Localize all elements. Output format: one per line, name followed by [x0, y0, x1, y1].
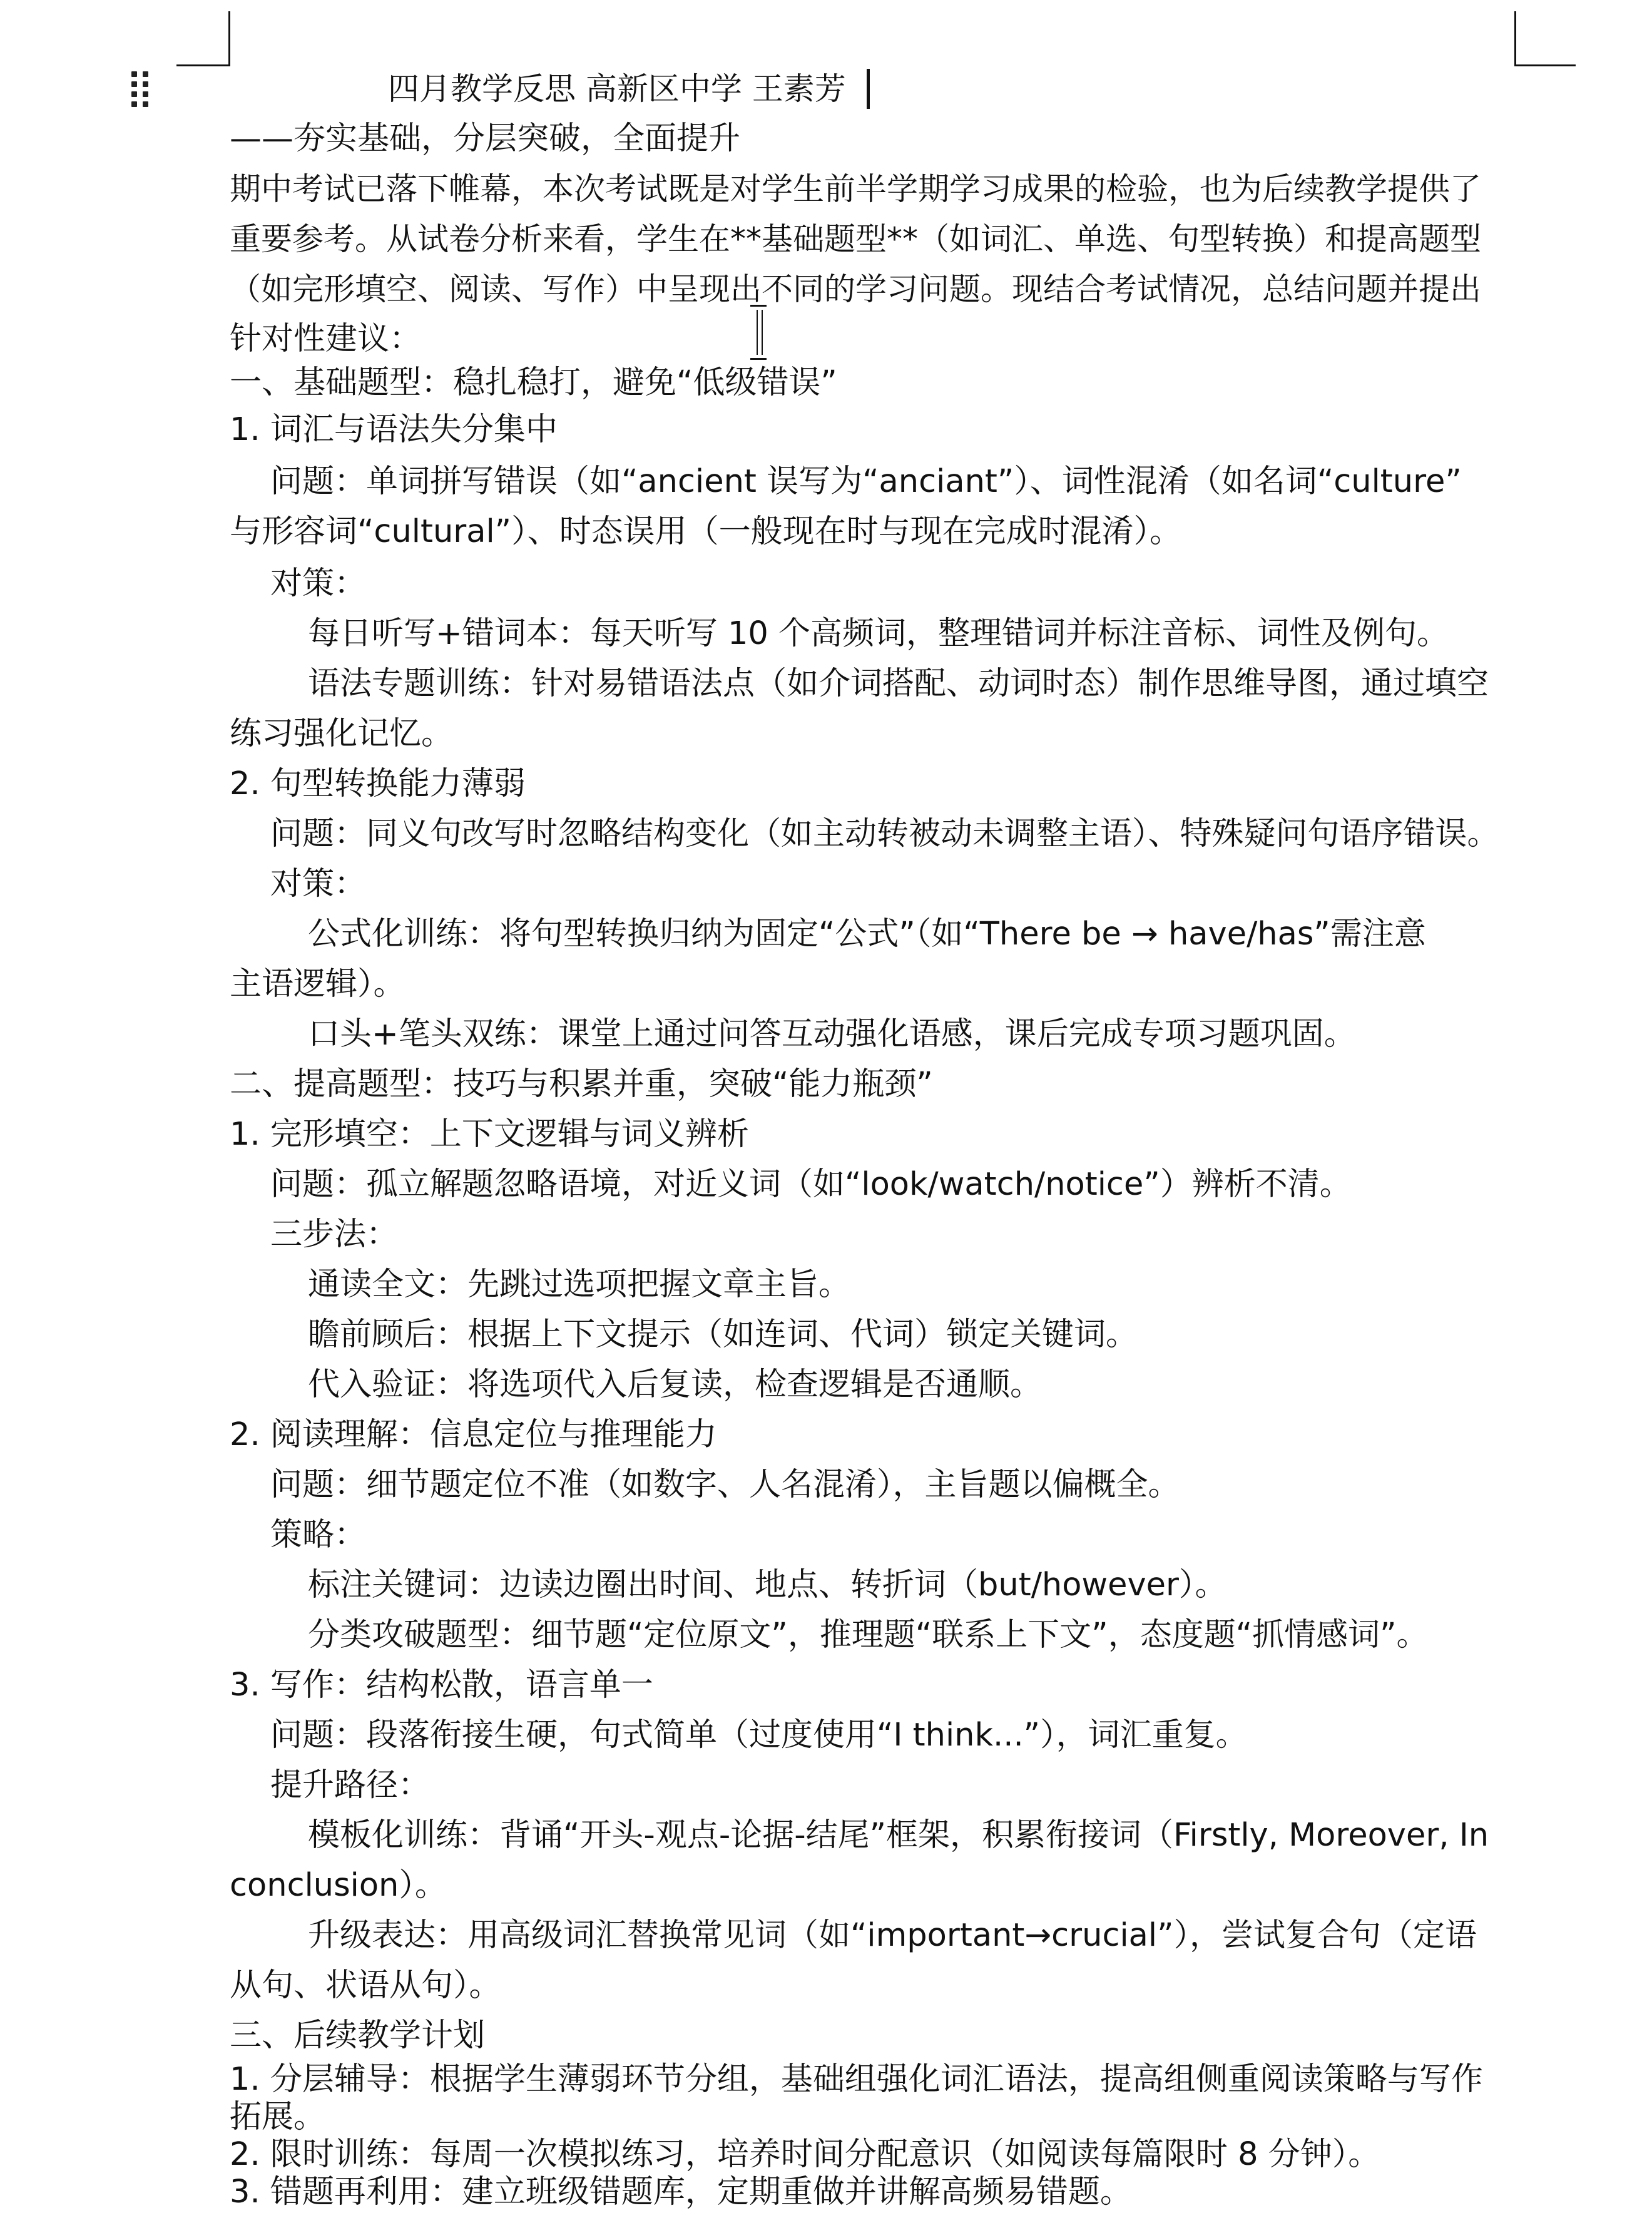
- section1-item2-measure: 口头+笔头双练：课堂上通过问答互动强化语感，课后完成专项习题巩固。: [308, 1016, 1356, 1053]
- text-cursor: [867, 69, 870, 109]
- section2-item3-problem: 问题：段落衔接生硬，句式简单（过度使用“I think...”），词汇重复。: [270, 1717, 1248, 1754]
- section2-item1-step: 代入验证：将选项代入后复读，检查逻辑是否通顺。: [308, 1366, 1043, 1403]
- section1-item1-problem: 问题：单词拼写错误（如“ancient 误写为“anciant”）、词性混淆（如名词“culture”: [270, 463, 1462, 500]
- section3-heading: 三、后续教学计划: [230, 2017, 486, 2054]
- section1-item1-measure-label: 对策：: [270, 565, 367, 602]
- section2-item3-path: 模板化训练：背诵“开头-观点-论据-结尾”框架，积累衔接词（Firstly, Moreover, In: [308, 1817, 1489, 1854]
- section2-item1-step: 瞻前顾后：根据上下文提示（如连词、代词）锁定关键词。: [308, 1316, 1138, 1353]
- section1-item2-measure-label: 对策：: [270, 866, 367, 902]
- intro-line: 针对性建议：: [230, 320, 422, 357]
- section2-item1-method-label: 三步法：: [270, 1216, 399, 1253]
- section1-item2-title: 2. 句型转换能力薄弱: [230, 765, 526, 802]
- section2-item3-path: conclusion）。: [230, 1867, 447, 1904]
- section1-item1-measure: 语法专题训练：针对易错语法点（如介词搭配、动词时态）制作思维导图，通过填空: [308, 665, 1489, 702]
- section2-item2-title: 2. 阅读理解：信息定位与推理能力: [230, 1416, 717, 1453]
- section2-item2-strategy-label: 策略：: [270, 1516, 367, 1553]
- section3-plan: 3. 错题再利用：建立班级错题库，定期重做并讲解高频易错题。: [230, 2174, 1132, 2210]
- section3-plan: 2. 限时训练：每周一次模拟练习，培养时间分配意识（如阅读每篇限时 8 分钟）。: [230, 2136, 1380, 2173]
- section2-item2-strategy: 标注关键词：边读边圈出时间、地点、转折词（but/however）。: [308, 1566, 1227, 1603]
- section1-item1-title: 1. 词汇与语法失分集中: [230, 411, 558, 448]
- section2-item1-problem: 问题：孤立解题忽略语境，对近义词（如“look/watch/notice”）辨析不清。: [270, 1166, 1352, 1203]
- section1-item1-measure: 每日听写+错词本：每天听写 10 个高频词，整理错词并标注音标、词性及例句。: [308, 615, 1449, 652]
- section2-item1-title: 1. 完形填空：上下文逻辑与词义辨析: [230, 1116, 749, 1153]
- section3-plan: 拓展。: [230, 2098, 326, 2135]
- document-subtitle: ——夯实基础，分层突破，全面提升: [230, 120, 741, 157]
- section1-item1-problem: 与形容词“cultural”）、时态误用（一般现在时与现在完成时混淆）。: [230, 513, 1182, 550]
- section2-item2-problem: 问题：细节题定位不准（如数字、人名混淆），主旨题以偏概全。: [270, 1466, 1180, 1503]
- section2-item3-path-label: 提升路径：: [270, 1767, 431, 1804]
- section2-heading: 二、提高题型：技巧与积累并重，突破“能力瓶颈”: [230, 1066, 933, 1103]
- section1-heading: 一、基础题型：稳扎稳打，避免“低级错误”: [230, 364, 837, 401]
- intro-line: 期中考试已落下帷幕，本次考试既是对学生前半学期学习成果的检验，也为后续教学提供了: [230, 171, 1481, 207]
- section1-item2-problem: 问题：同义句改写时忽略结构变化（如主动转被动未调整主语）、特殊疑问句语序错误。: [270, 815, 1499, 852]
- intro-line: 重要参考。从试卷分析来看，学生在**基础题型**（如词汇、单选、句型转换）和提高题型: [230, 221, 1481, 257]
- section2-item3-title: 3. 写作：结构松散，语言单一: [230, 1667, 653, 1704]
- section1-item2-measure: 主语逻辑）。: [230, 966, 405, 1003]
- intro-line: （如完形填空、阅读、写作）中呈现出不同的学习问题。现结合考试情况，总结问题并提出: [230, 271, 1481, 307]
- section2-item2-strategy: 分类攻破题型：细节题“定位原文”，推理题“联系上下文”，态度题“抓情感词”。: [308, 1617, 1429, 1653]
- section2-item1-step: 通读全文：先跳过选项把握文章主旨。: [308, 1266, 851, 1303]
- document-title: 四月教学反思 高新区中学 王素芳: [388, 71, 846, 107]
- section2-item3-path: 从句、状语从句）。: [230, 1967, 501, 2004]
- section1-item1-measure: 练习强化记忆。: [230, 715, 454, 752]
- mouse-ibeam-cursor-icon: [750, 305, 767, 360]
- section1-item2-measure: 公式化训练：将句型转换归纳为固定“公式”（如“There be → have/has”需注意: [308, 916, 1426, 953]
- section2-item3-path: 升级表达：用高级词汇替换常见词（如“important→crucial”），尝试复合句（定语: [308, 1917, 1477, 1954]
- section3-plan: 1. 分层辅导：根据学生薄弱环节分组，基础组强化词汇语法，提高组侧重阅读策略与写作: [230, 2061, 1483, 2098]
